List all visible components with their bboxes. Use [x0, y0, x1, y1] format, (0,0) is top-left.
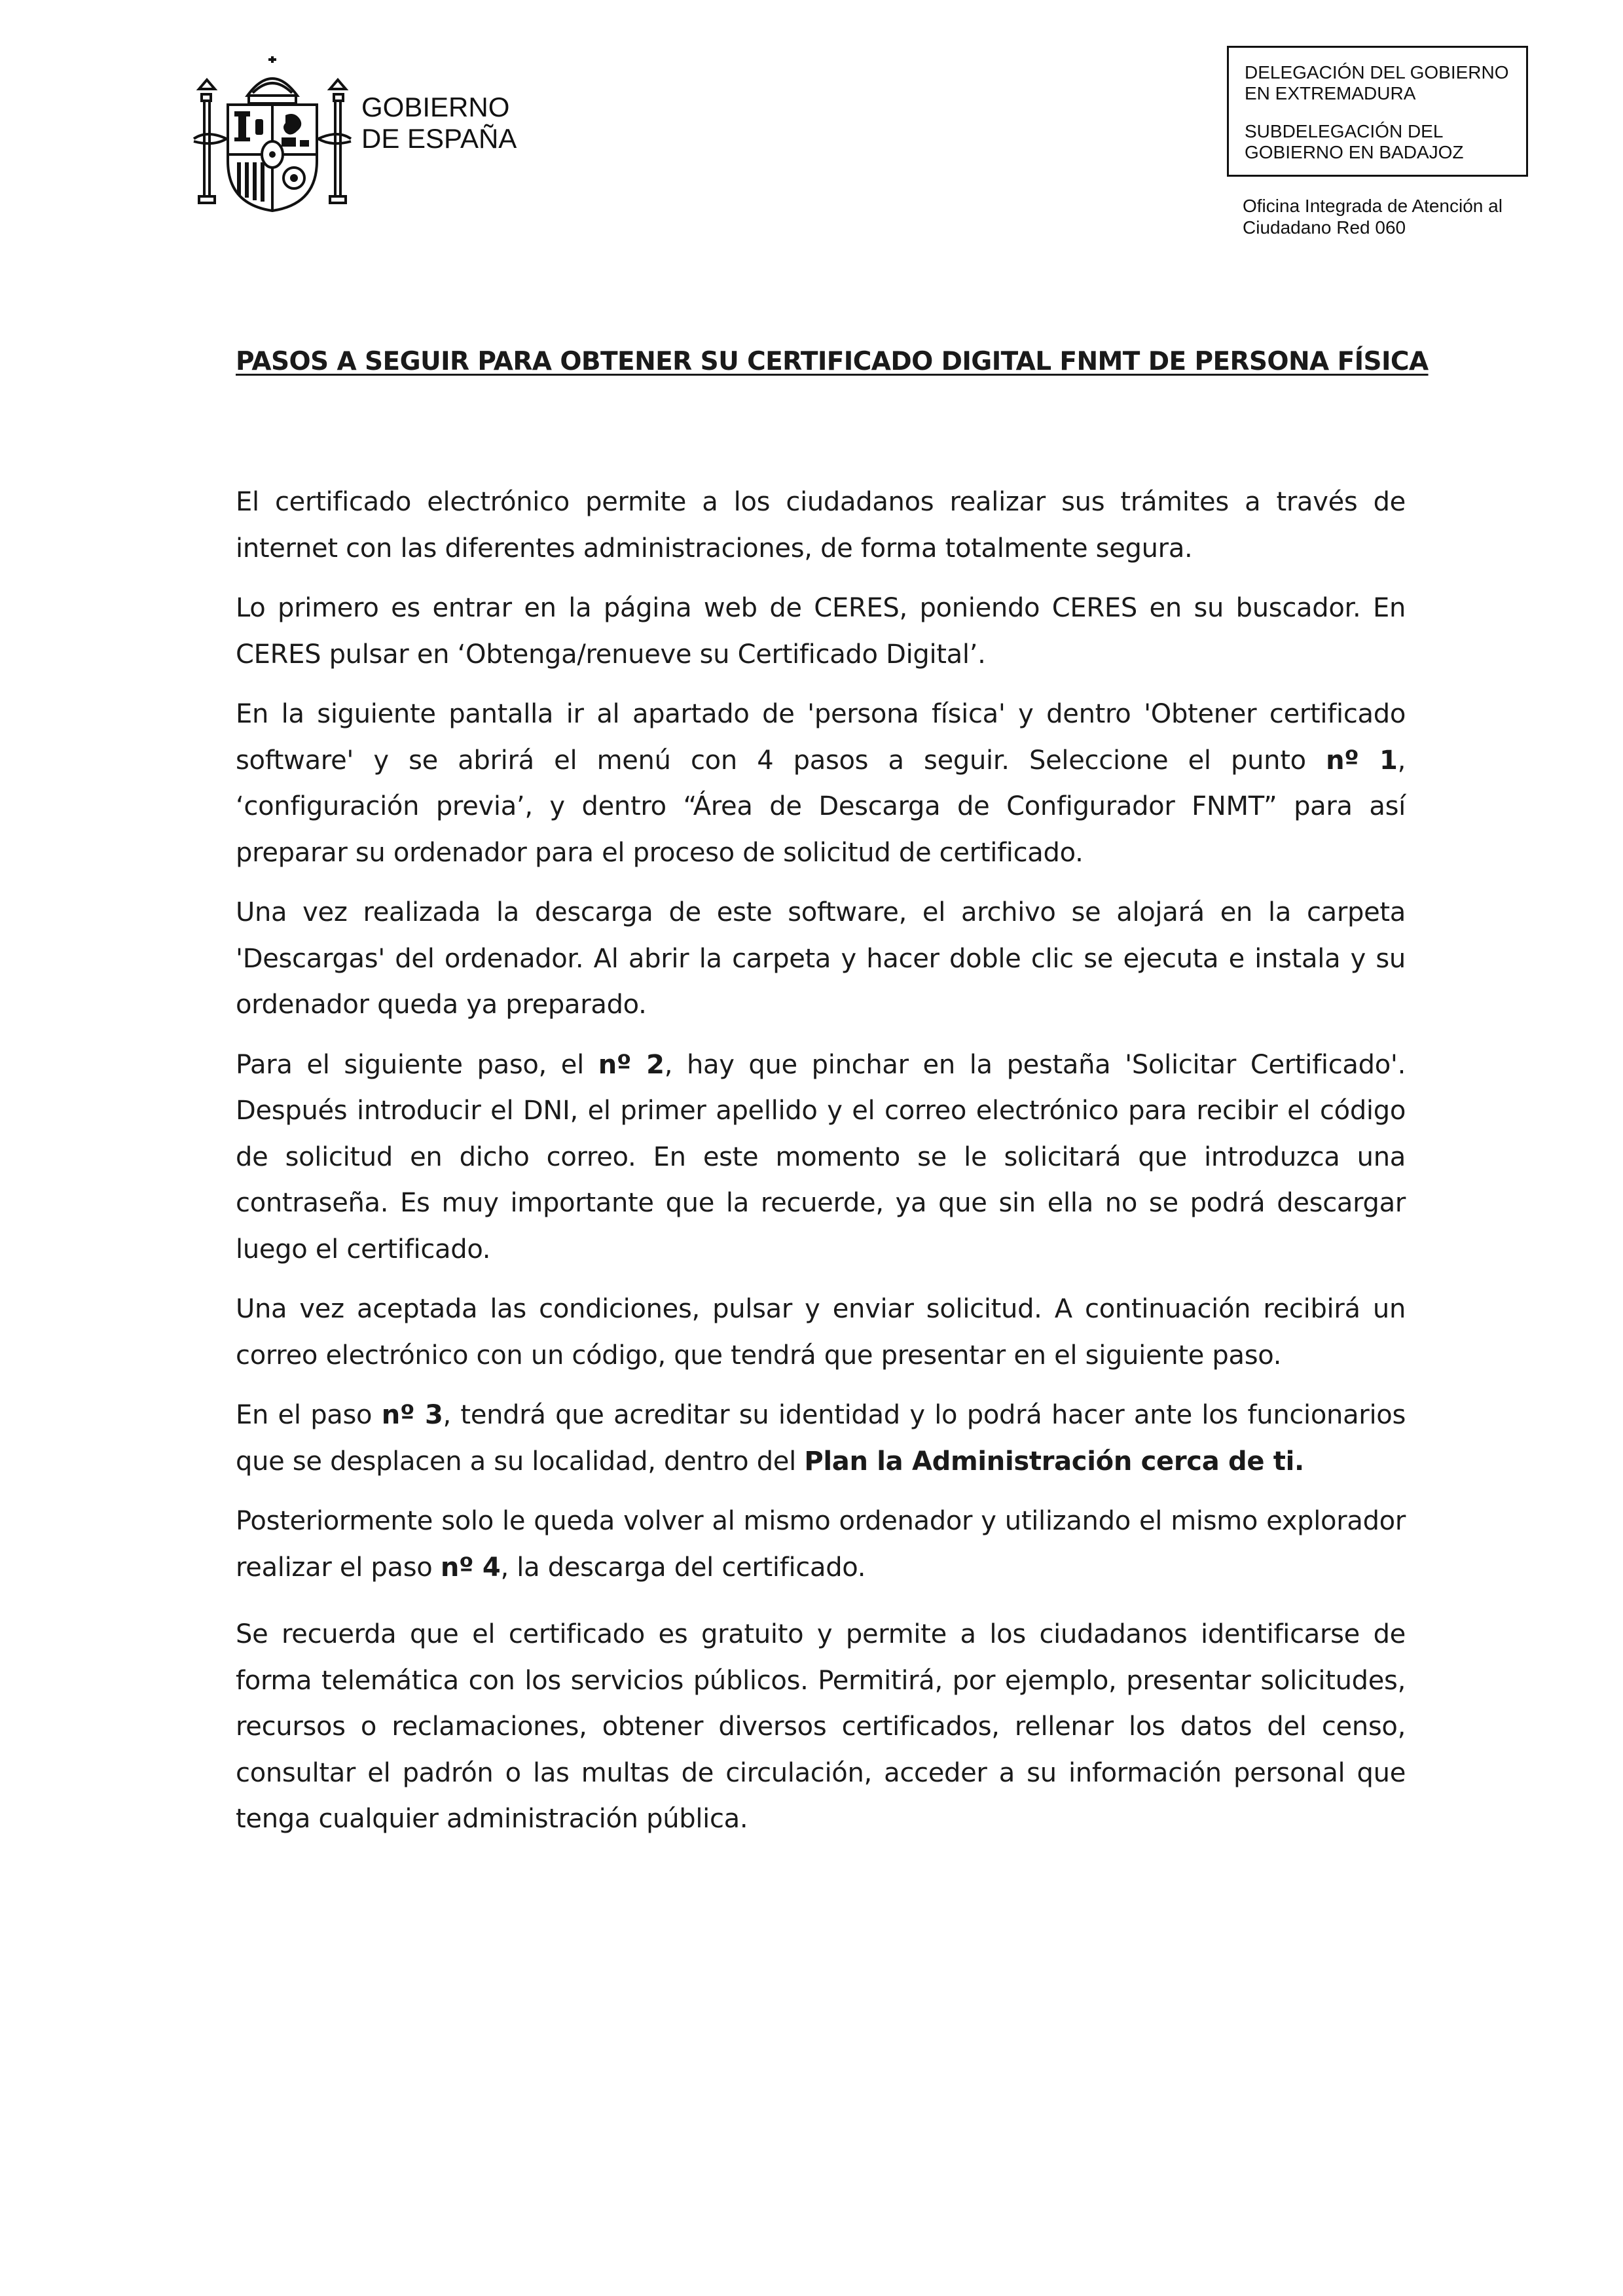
paragraph-3: En la siguiente pantalla ir al apartado de 'persona física' y dentro 'Obtener certificado software' y se abrirá el menú con 4 pasos a seguir. Seleccione el punto nº 1, ‘configuración previa’, y dentro “Área de Descarga de Configurador FNMT” para así preparar su ordenador para el proceso de solicitud de certificado.	[236, 699, 1406, 868]
subdelegation-line-1: SUBDELEGACIÓN DEL	[1245, 121, 1444, 141]
paragraph-5: Para el siguiente paso, el nº 2, hay que pinchar en la pestaña 'Solicitar Certificado'. Después introducir el DNI, el primer apellido y el correo electrónico para recibir el código de solicitud en dicho correo. En este momento se le solicitará que introduzca una contraseña. Es muy importante que la recuerde, ya que sin ella no se podrá descargar luego el certificado.	[236, 1049, 1406, 1265]
government-name	[361, 92, 517, 154]
document-title: PASOS A SEGUIR PARA OBTENER SU CERTIFICADO DIGITAL FNMT DE PERSONA FÍSICA	[236, 347, 1429, 376]
delegation-line-1: DELEGACIÓN DEL GOBIERNO	[1245, 62, 1509, 82]
office-line-2: Ciudadano Red 060	[1243, 217, 1406, 238]
subdelegation-line-2: GOBIERNO EN BADAJOZ	[1245, 142, 1464, 162]
office-label	[1243, 195, 1503, 238]
paragraph-7: En el paso nº 3, tendrá que acreditar su identidad y lo podrá hacer ante los funcionarios que se desplacen a su localidad, dentro del Plan la Administración cerca de ti.	[236, 1400, 1406, 1477]
paragraph-9: Se recuerda que el certificado es gratuito y permite a los ciudadanos identificarse de forma telemática con los servicios públicos. Permitirá, por ejemplo, presentar solicitudes, recursos o reclamaciones, obtener diversos certificados, rellenar los datos del censo, consultar el padrón o las multas de circulación, acceder a su información personal que tenga cualquier administración pública.	[236, 1619, 1406, 1834]
paragraph-6: Una vez aceptada las condiciones, pulsar y enviar solicitud. A continuación recibirá un correo electrónico con un código, que tendrá que presentar en el siguiente paso.	[236, 1294, 1406, 1371]
paragraph-8: Posteriormente solo le queda volver al mismo ordenador y utilizando el mismo explorador realizar el paso nº 4, la descarga del certificado.	[236, 1506, 1406, 1583]
gov-line-2: DE ESPAÑA	[361, 123, 517, 154]
paragraph-1: El certificado electrónico permite a los ciudadanos realizar sus trámites a través de internet con las diferentes administraciones, de forma totalmente segura.	[236, 487, 1406, 564]
plan-name: Plan la Administración cerca de ti.	[804, 1446, 1304, 1477]
coat-of-arms-spain-icon	[187, 50, 357, 217]
gov-line-1: GOBIERNO	[361, 92, 510, 122]
step-3-label: nº 3	[381, 1400, 443, 1430]
document-body	[236, 479, 1406, 1856]
delegation-box	[1227, 46, 1528, 177]
delegation-line-2: EN EXTREMADURA	[1245, 83, 1416, 103]
step-2-label: nº 2	[598, 1049, 665, 1080]
step-4-label: nº 4	[440, 1552, 501, 1583]
paragraph-2: Lo primero es entrar en la página web de CERES, poniendo CERES en su buscador. En CERES pulsar en ‘Obtenga/renueve su Certificado Digital’.	[236, 593, 1406, 670]
office-line-1: Oficina Integrada de Atención al	[1243, 196, 1503, 216]
step-1-label: nº 1	[1326, 745, 1398, 776]
paragraph-4: Una vez realizada la descarga de este software, el archivo se alojará en la carpeta 'Descargas' del ordenador. Al abrir la carpeta y hacer doble clic se ejecuta e instala y su ordenador queda ya preparado.	[236, 897, 1406, 1020]
